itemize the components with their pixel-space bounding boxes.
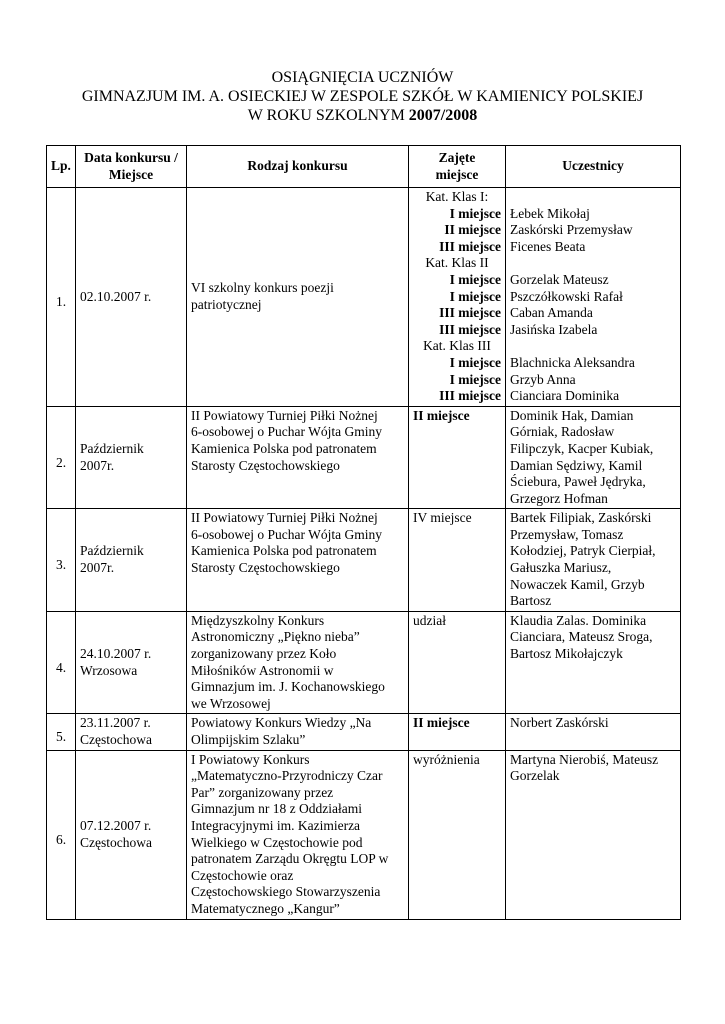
participant-line: Gorzelak bbox=[510, 768, 560, 784]
type-line: we Wrzosowej bbox=[191, 695, 271, 711]
type-line: Miłośników Astronomii w bbox=[191, 662, 334, 678]
row-type bbox=[187, 509, 409, 612]
participant-spacer bbox=[510, 255, 676, 272]
type-line: I Powiatowy Konkurs bbox=[191, 751, 310, 767]
type-line: VI szkolny konkurs poezji bbox=[191, 280, 334, 296]
row-type bbox=[187, 188, 409, 407]
row-lp: 5. bbox=[47, 714, 76, 750]
row-place: IV miejsce bbox=[409, 509, 506, 612]
participant-line: Zaskórski Przemysław bbox=[510, 222, 633, 238]
place-line: I miejsce bbox=[449, 205, 501, 221]
type-line: II Powiatowy Turniej Piłki Nożnej bbox=[191, 510, 378, 526]
participant-line: Ściebura, Paweł Jędryka, bbox=[510, 474, 646, 490]
row-lp: 1. bbox=[47, 188, 76, 407]
col-place-line1: Zajęte bbox=[438, 149, 476, 165]
participant-line: Nowaczek Kamil, Grzyb bbox=[510, 576, 645, 592]
row-place: II miejsce bbox=[409, 406, 506, 509]
place-line: I miejsce bbox=[449, 371, 501, 387]
type-line: patronatem Zarządu Okręgtu LOP w bbox=[191, 851, 389, 867]
participant-line: Kołodziej, Patryk Cierpiał, bbox=[510, 543, 656, 559]
date-line: 2007r. bbox=[80, 560, 115, 576]
table-row bbox=[47, 406, 681, 509]
row-participants bbox=[506, 406, 681, 509]
col-date-line1: Data konkursu / bbox=[84, 149, 178, 165]
date-line: 2007r. bbox=[80, 457, 115, 473]
type-line: Międzyszkolny Konkurs bbox=[191, 612, 325, 628]
participant-line: Blachnicka Aleksandra bbox=[510, 354, 635, 370]
type-line: Wielkiego w Częstochowie pod bbox=[191, 834, 363, 850]
date-line: 24.10.2007 r. bbox=[80, 646, 152, 662]
table-header-row bbox=[47, 146, 681, 188]
place-line: I miejsce bbox=[449, 354, 501, 370]
row-type bbox=[187, 406, 409, 509]
table-row bbox=[47, 750, 681, 919]
col-type: Rodzaj konkursu bbox=[187, 146, 409, 188]
participant-line: Norbert Zaskórski bbox=[510, 715, 609, 731]
row-lp: 3. bbox=[47, 509, 76, 612]
participant-line: Łebek Mikołaj bbox=[510, 205, 590, 221]
participant-line: Gorzelak Mateusz bbox=[510, 271, 609, 287]
place-line: III miejsce bbox=[439, 305, 501, 321]
type-line: zorganizowany przez Koło bbox=[191, 646, 337, 662]
participant-line: Filipczyk, Kacper Kubiak, bbox=[510, 440, 654, 456]
type-line: Gimnazjum im. J. Kochanowskiego bbox=[191, 679, 385, 695]
type-line: II Powiatowy Turniej Piłki Nożnej bbox=[191, 407, 378, 423]
achievements-table bbox=[46, 145, 681, 920]
date-line: Wrzosowa bbox=[80, 662, 138, 678]
type-line: Częstochowskiego Stowarzyszenia bbox=[191, 884, 381, 900]
place-line: I miejsce bbox=[449, 288, 501, 304]
row-participants bbox=[506, 750, 681, 919]
row-place: II miejsce bbox=[409, 714, 506, 750]
participant-spacer bbox=[510, 338, 676, 355]
row-type bbox=[187, 611, 409, 714]
participant-line: Grzyb Anna bbox=[510, 371, 576, 387]
header-school: GIMNAZJUM IM. A. OSIECKIEJ W ZESPOLE SZKÓŁ W KAMIENICY POLSKIEJ bbox=[81, 88, 644, 105]
row-type bbox=[187, 750, 409, 919]
row-lp: 6. bbox=[47, 750, 76, 919]
date-line: Częstochowa bbox=[80, 732, 152, 747]
col-place-line2: miejsce bbox=[435, 166, 479, 182]
participant-line: Caban Amanda bbox=[510, 305, 593, 321]
col-date bbox=[76, 146, 187, 188]
participant-line: Ficenes Beata bbox=[510, 238, 586, 254]
place-category: Kat. Klas II bbox=[425, 255, 489, 271]
row-date bbox=[76, 714, 187, 750]
participant-line: Bartosz bbox=[510, 593, 552, 609]
row-participants bbox=[506, 509, 681, 612]
place-category: Kat. Klas III bbox=[423, 338, 491, 354]
place-line: II miejsce bbox=[444, 222, 501, 238]
type-line: Kamienica Polska pod patronatem bbox=[191, 440, 377, 456]
participant-line: Bartosz Mikołajczyk bbox=[510, 646, 623, 662]
participant-line: Jasińska Izabela bbox=[510, 321, 598, 337]
type-line: Par” zorganizowany przez bbox=[191, 784, 334, 800]
document-header bbox=[0, 68, 725, 125]
row-place: udział bbox=[409, 611, 506, 714]
date-line: 23.11.2007 r. bbox=[80, 715, 151, 731]
type-line: Starosty Częstochowskiego bbox=[191, 457, 340, 473]
date-line: Częstochowa bbox=[80, 834, 152, 850]
col-lp: Lp. bbox=[47, 146, 76, 188]
header-year-prefix: W ROKU SZKOLNYM bbox=[247, 107, 409, 124]
row-participants bbox=[506, 188, 681, 407]
type-line: Olimpijskim Szlaku” bbox=[191, 732, 306, 747]
participant-line: Pszczółkowski Rafał bbox=[510, 288, 623, 304]
participant-line: Bartek Filipiak, Zaskórski bbox=[510, 510, 652, 526]
table-row bbox=[47, 714, 681, 750]
col-place bbox=[409, 146, 506, 188]
participant-line: Grzegorz Hofman bbox=[510, 490, 608, 506]
type-line: Częstochowie oraz bbox=[191, 867, 294, 883]
place-line: III miejsce bbox=[439, 321, 501, 337]
col-date-line2: Miejsce bbox=[108, 166, 154, 182]
participant-line: Cianciara, Mateusz Sroga, bbox=[510, 629, 653, 645]
type-line: Kamienica Polska pod patronatem bbox=[191, 543, 377, 559]
participant-line: Martyna Nierobiś, Mateusz bbox=[510, 751, 659, 767]
table-row bbox=[47, 509, 681, 612]
place-line: I miejsce bbox=[449, 271, 501, 287]
col-participants: Uczestnicy bbox=[506, 146, 681, 188]
row-place: wyróżnienia bbox=[409, 750, 506, 919]
type-line: Astronomiczny „Piękno nieba” bbox=[191, 629, 360, 645]
row-date bbox=[76, 750, 187, 919]
row-date bbox=[76, 509, 187, 612]
type-line: Integracyjnymi im. Kazimierza bbox=[191, 817, 361, 833]
row-lp: 4. bbox=[47, 611, 76, 714]
row-place bbox=[409, 188, 506, 407]
header-year: 2007/2008 bbox=[408, 107, 478, 124]
table-row bbox=[47, 188, 681, 407]
row-participants bbox=[506, 611, 681, 714]
participant-line: Gałuszka Mariusz, bbox=[510, 560, 612, 576]
participant-line: Górniak, Radosław bbox=[510, 424, 615, 440]
date-line: Październik bbox=[80, 440, 144, 456]
date-line: 07.12.2007 r. bbox=[80, 817, 152, 833]
header-year-line bbox=[0, 106, 725, 125]
participant-line: Dominik Hak, Damian bbox=[510, 407, 634, 423]
row-lp: 2. bbox=[47, 406, 76, 509]
row-date: 02.10.2007 r. bbox=[76, 188, 187, 407]
participant-line: Cianciara Dominika bbox=[510, 388, 620, 404]
table-row bbox=[47, 611, 681, 714]
participant-spacer bbox=[510, 189, 676, 206]
row-type bbox=[187, 714, 409, 750]
type-line: 6-osobowej o Puchar Wójta Gminy bbox=[191, 526, 382, 542]
type-line: Matematycznego „Kangur” bbox=[191, 900, 340, 916]
type-line: Gimnazjum nr 18 z Oddziałami bbox=[191, 801, 362, 817]
date-line: Październik bbox=[80, 543, 144, 559]
participant-line: Przemysław, Tomasz bbox=[510, 526, 624, 542]
type-line: „Matematyczno-Przyrodniczy Czar bbox=[191, 768, 383, 784]
row-date bbox=[76, 611, 187, 714]
row-date bbox=[76, 406, 187, 509]
type-line: patriotycznej bbox=[191, 296, 262, 312]
place-line: III miejsce bbox=[439, 388, 501, 404]
header-title: OSIĄGNIĘCIA UCZNIÓW bbox=[271, 69, 454, 86]
participant-line: Damian Sędziwy, Kamil bbox=[510, 457, 643, 473]
type-line: Powiatowy Konkurs Wiedzy „Na bbox=[191, 715, 372, 731]
place-category: Kat. Klas I: bbox=[425, 189, 489, 204]
row-participants bbox=[506, 714, 681, 750]
place-line: III miejsce bbox=[439, 238, 501, 254]
participant-line: Klaudia Zalas. Dominika bbox=[510, 612, 647, 628]
type-line: 6-osobowej o Puchar Wójta Gminy bbox=[191, 424, 382, 440]
type-line: Starosty Częstochowskiego bbox=[191, 560, 340, 576]
